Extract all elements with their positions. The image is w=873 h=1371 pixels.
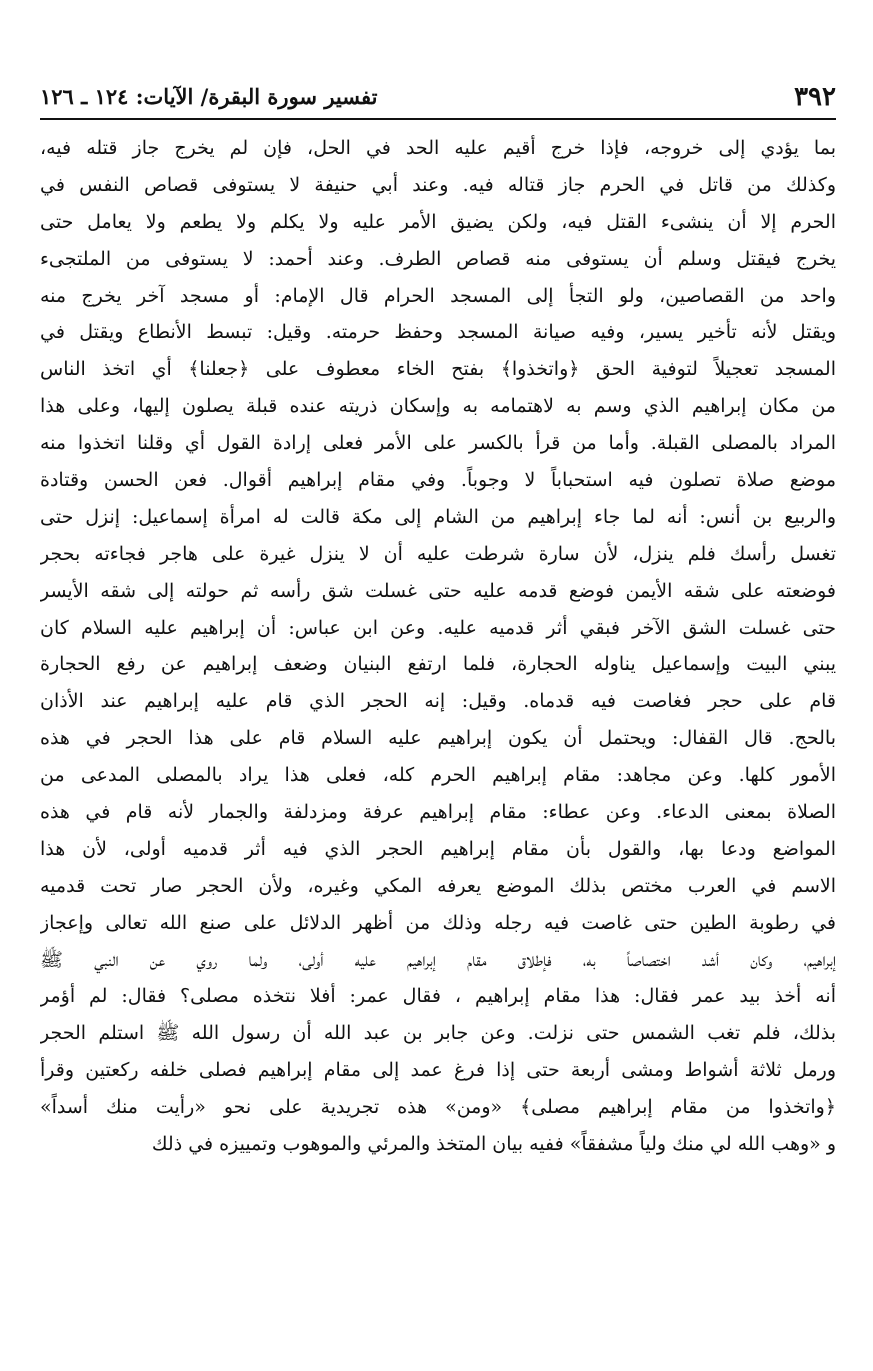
text-line: واحد من القصاصين، ولو التجأ إلى المسجد الحرام قال الإمام: أو مسجد آخر يخرج منه [40,284,836,307]
text-line: الصلاة بمعنى الدعاء. وعن عطاء: مقام إبراهيم عرفة ومزدلفة والجمار لأنه قام في هذه [40,801,836,824]
text-line: إبراهيم، وكان أشد اختصاصاً به، فإطلاق مقام إبراهيم عليه أولى، ولما روي عن النبي ﷺ [40,948,836,971]
text-line: من مكان إبراهيم الذي وسم به لاهتمامه به وإسكان ذريته عنده قبلة يصلون إليها، وعلى هذا [40,395,836,418]
page-header [40,80,836,116]
text-line: والربيع بن أنس: أنه لما جاء إبراهيم من الشام إلى مكة قالت له امرأة إسماعيل: إنزل حتى [40,505,836,528]
text-line: تغسل رأسك فلم ينزل، لأن سارة شرطت عليه أن لا ينزل غيرة على هاجر فجاءته بحجر [40,542,836,565]
text-line: المسجد تعجيلاً لتوفية الحق ﴿واتخذوا﴾ بفتح الخاء معطوف على ﴿جعلنا﴾ أي اتخذ الناس [40,358,836,381]
text-line: موضع صلاة تصلون فيه استحباباً لا وجوباً. وفي مقام إبراهيم أقوال. فعن الحسن وقتادة [40,469,836,492]
text-line: بما يؤدي إلى خروجه، فإذا خرج أقيم عليه الحد في الحل، فإن لم يخرج جاز قتله فيه، [40,137,836,159]
text-line: يبني البيت وإسماعيل يناوله الحجارة، فلما ارتفع البنيان وضعف إبراهيم عن رفع الحجارة [40,653,836,676]
text-line: أنه أخذ بيد عمر فقال: هذا مقام إبراهيم ، فقال عمر: أفلا نتخذه مصلى؟ فقال: لم أؤمر [40,985,836,1008]
text-line: ورمل ثلاثة أشواط ومشى أربعة حتى إذا فرغ عمد إلى مقام إبراهيم فصلى خلفه ركعتين وقرأ [40,1059,836,1082]
text-line: بذلك، فلم تغب الشمس حتى نزلت. وعن جابر بن عبد الله أن رسول الله ﷺ استلم الحجر [40,1022,836,1045]
body-text [40,130,836,1163]
text-line: و «وهب الله لي منك ولياً مشفقاً» ففيه بيان المتخذ والمرئي والموهوب وتمييزه في ذلك [151,1133,836,1156]
text-line: ﴿واتخذوا من مقام إبراهيم مصلى﴾ «ومن» هذه تجريدية على نحو «رأيت منك أسداً» [40,1096,836,1119]
text-line: الحرم إلا أن ينشىء القتل فيه، ولكن يضيق الأمر عليه ولا يكلم ولا يطعم ولا يعامل حتى [40,210,836,233]
text-line: المراد بالمصلى القبلة. وأما من قرأ بالكسر على الأمر فعلى إرادة القول أي وقلنا اتخذوا منه [40,432,836,455]
text-line: وكذلك من قاتل في الحرم جاز قتاله فيه. وعند أبي حنيفة لا يستوفى قصاص النفس في [40,173,836,196]
running-title: تفسير سورة البقرة/ الآيات: ١٢٤ ـ ١٢٦ [40,84,378,109]
text-line: فوضعته على شقه الأيمن فوضع قدمه عليه حتى غسلت شق رأسه ثم حولته إلى شقه الأيسر [40,579,836,602]
page-number: ٣٩٢ [794,82,836,112]
text-line: ويقتل لأنه تأخير يسير، وفيه صيانة المسجد وحفظ حرمته. وقيل: تبسط الأنطاع ويقتل في [40,321,836,344]
text-line: قام على حجر فغاصت فيه قدماه. وقيل: إنه الحجر الذي قام عليه إبراهيم عند الأذان [40,690,836,713]
text-line: بالحج. قال القفال: ويحتمل أن يكون إبراهيم عليه السلام قام على هذا الحجر في هذه [40,727,836,750]
header-rule [40,118,836,120]
text-line: حتى غسلت الشق الآخر فبقي أثر قدميه عليه. وعن ابن عباس: أن إبراهيم عليه السلام كان [40,616,836,639]
text-line: يخرج فيقتل وسلم أن يستوفى منه قصاص الطرف. وعند أحمد: لا يستوفى من الملتجىء [40,247,836,270]
text-line: المواضع ودعا بها، والقول بأن مقام إبراهيم الحجر الذي فيه أثر قدميه أولى، لأن هذا [40,837,836,860]
text-line: الاسم في العرب مختص بذلك الموضع يعرفه المكي وغيره، ولأن الحجر صار تحت قدميه [40,874,836,897]
text-line: الأمور كلها. وعن مجاهد: مقام إبراهيم الحرم كله، فعلى هذا يراد بالمصلى المدعى من [40,764,836,787]
text-line: في رطوبة الطين حتى غاصت فيه رجله وذلك من أظهر الدلائل على صنع الله تعالى وإعجاز [40,911,836,934]
